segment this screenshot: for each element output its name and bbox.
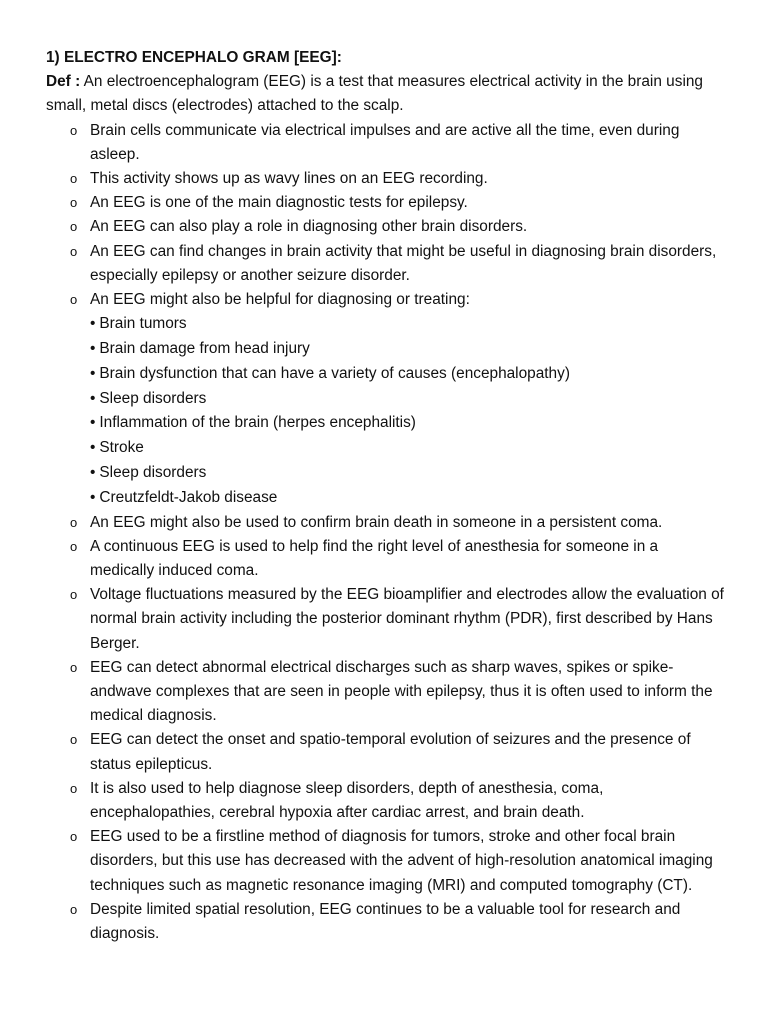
list-item-text: Despite limited spatial resolution, EEG continues to be a valuable tool for research and diagnosis. <box>90 900 681 943</box>
definition-text: An electroencephalogram (EEG) is a test that measures electrical activity in the brain using small, metal discs (electrodes) attached to the scalp. <box>46 73 703 115</box>
list-item <box>70 240 726 288</box>
sub-list-item <box>90 387 726 412</box>
list-item-text: EEG can detect the onset and spatio-temporal evolution of seizures and the presence of status epilepticus. <box>90 731 691 773</box>
sub-list-item-text: Brain tumors <box>99 315 187 333</box>
list-item-text: EEG can detect abnormal electrical discharges such as sharp waves, spikes or spike-andwave complexes that are seen in people with epilepsy, thus it is often used to inform the medical diagnosis. <box>90 658 713 725</box>
points-list <box>46 119 726 947</box>
document-page <box>46 46 726 946</box>
bullet-icon: • <box>90 439 96 457</box>
list-item-text: An EEG might also be used to confirm brain death in someone in a persistent coma. <box>90 513 663 531</box>
bullet-icon: • <box>90 315 96 333</box>
list-item <box>70 728 726 776</box>
circle-bullet-icon: o <box>70 659 78 675</box>
list-item <box>70 535 726 583</box>
sub-list-item-text: Stroke <box>99 439 144 457</box>
circle-bullet-icon: o <box>70 829 78 845</box>
circle-bullet-icon: o <box>70 901 78 917</box>
bullet-icon: • <box>90 340 96 358</box>
list-item <box>70 583 726 656</box>
sub-list-item-text: Sleep disorders <box>99 464 207 482</box>
sub-list-item <box>90 436 726 461</box>
list-item <box>70 119 726 167</box>
circle-bullet-icon: o <box>70 514 78 530</box>
bullet-icon: • <box>90 414 96 432</box>
list-item <box>70 215 726 239</box>
list-item-text: This activity shows up as wavy lines on an EEG recording. <box>90 170 488 188</box>
sub-list-item <box>90 486 726 511</box>
sub-list-item <box>90 337 726 362</box>
list-item-text: Brain cells communicate via electrical impulses and are active all the time, even during asleep. <box>90 121 680 163</box>
list-item <box>70 777 726 825</box>
list-item <box>70 656 726 729</box>
circle-bullet-icon: o <box>70 122 78 138</box>
circle-bullet-icon: o <box>70 219 78 235</box>
bullet-icon: • <box>90 464 96 482</box>
circle-bullet-icon: o <box>70 195 78 211</box>
list-item-text: An EEG might also be helpful for diagnosing or treating: <box>90 291 470 309</box>
list-item-text: An EEG can find changes in brain activity that might be useful in diagnosing brain disorders, especially epilepsy or another seizure disorder. <box>90 242 717 284</box>
sub-list-item-text: Creutzfeldt-Jakob disease <box>99 488 278 506</box>
list-item <box>70 898 726 946</box>
definition-paragraph <box>46 70 726 118</box>
sub-list-item-text: Brain damage from head injury <box>99 340 310 358</box>
list-item-text: An EEG can also play a role in diagnosing other brain disorders. <box>90 218 528 236</box>
sub-list-item-text: Brain dysfunction that can have a variety of causes (encephalopathy) <box>99 364 570 382</box>
circle-bullet-icon: o <box>70 732 78 748</box>
bullet-icon: • <box>90 488 96 506</box>
list-item-text: It is also used to help diagnose sleep disorders, depth of anesthesia, coma, encephalopathies, cerebral hypoxia after cardiac arrest, and brain death. <box>90 779 604 822</box>
sub-points-list <box>90 312 726 510</box>
list-item-text: An EEG is one of the main diagnostic tests for epilepsy. <box>90 194 468 212</box>
bullet-icon: • <box>90 364 96 382</box>
sub-list-item-text: Sleep disorders <box>99 389 207 407</box>
circle-bullet-icon: o <box>70 243 78 259</box>
circle-bullet-icon: o <box>70 587 78 603</box>
circle-bullet-icon: o <box>70 171 78 187</box>
circle-bullet-icon: o <box>70 538 78 554</box>
list-item <box>70 288 726 511</box>
circle-bullet-icon: o <box>70 780 78 796</box>
sub-list-item <box>90 312 726 337</box>
sub-list-item <box>90 461 726 486</box>
list-item-text: Voltage fluctuations measured by the EEG bioamplifier and electrodes allow the evaluation of normal brain activity including the posterior dominant rhythm (PDR), first described by Hans Berger. <box>90 586 724 652</box>
sub-list-item-text: Inflammation of the brain (herpes encephalitis) <box>99 414 416 432</box>
list-item <box>70 825 726 898</box>
definition-label: Def : <box>46 73 81 91</box>
circle-bullet-icon: o <box>70 292 78 308</box>
list-item-text: A continuous EEG is used to help find the right level of anesthesia for someone in a medically induced coma. <box>90 537 659 580</box>
list-item <box>70 191 726 215</box>
bullet-icon: • <box>90 389 96 407</box>
list-item <box>70 167 726 191</box>
sub-list-item <box>90 362 726 387</box>
list-item <box>70 511 726 535</box>
list-item-text: EEG used to be a firstline method of diagnosis for tumors, stroke and other focal brain disorders, but this use has decreased with the advent of high-resolution anatomical imaging techniques such as magnetic resonance imaging (MRI) and computed tomography (CT). <box>90 828 713 894</box>
sub-list-item <box>90 411 726 436</box>
section-heading: 1) ELECTRO ENCEPHALO GRAM [EEG]: <box>46 49 342 66</box>
